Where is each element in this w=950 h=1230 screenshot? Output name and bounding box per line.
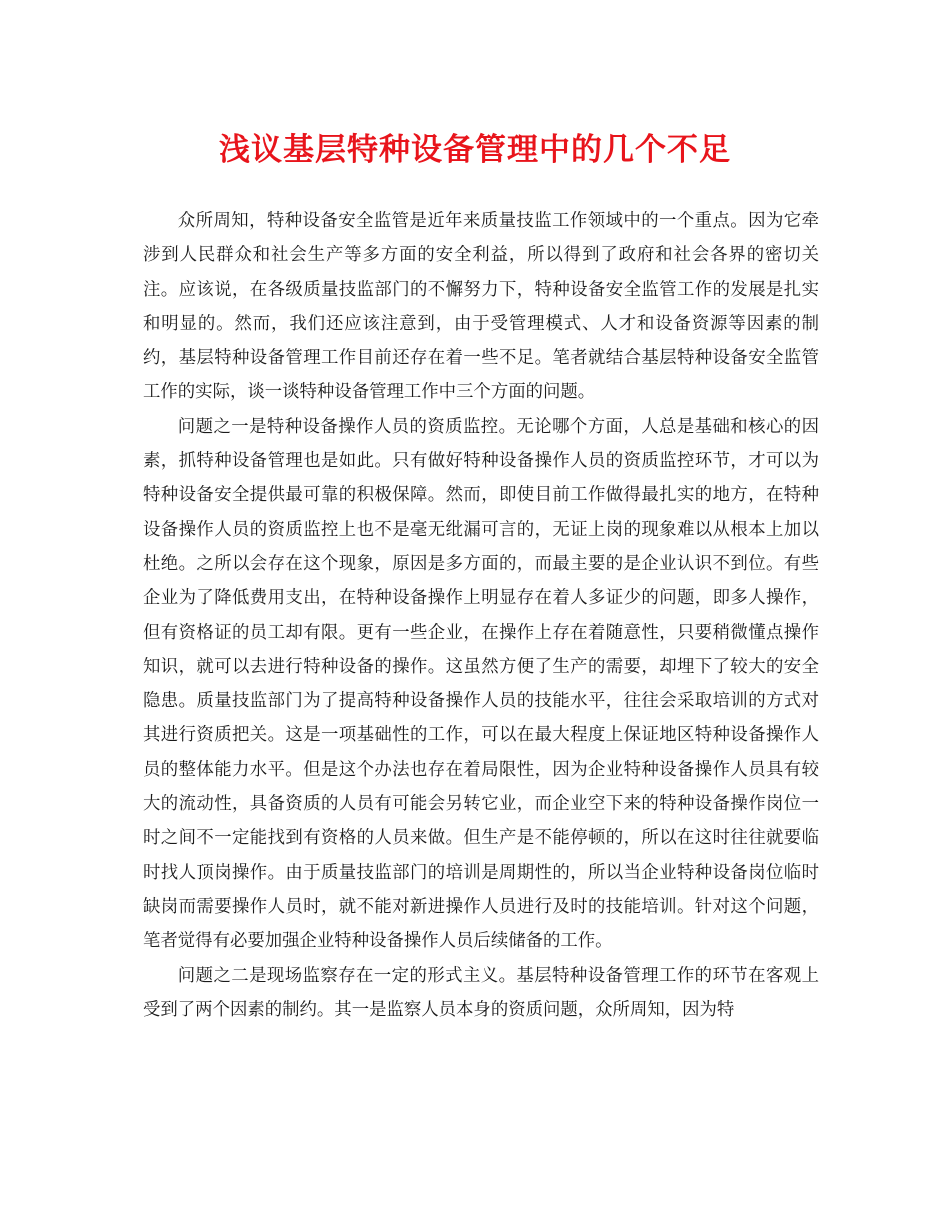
paragraph-problem-one: 问题之一是特种设备操作人员的资质监控。无论哪个方面，人总是基础和核心的因素，抓特种设备管理也是如此。只有做好特种设备操作人员的资质监控环节，才可以为特种设备安全提供最可靠的积极保障。然而，即使目前工作做得最扎实的地方，在特种设备操作人员的资质监控上也不是毫无纰漏可言的，无证上岗的现象难以从根本上加以杜绝。之所以会存在这个现象，原因是多方面的，而最主要的是企业认识不到位。有些企业为了降低费用支出，在特种设备操作上明显存在着人多证少的问题，即多人操作，但有资格证的员工却有限。更有一些企业，在操作上存在着随意性，只要稍微懂点操作知识，就可以去进行特种设备的操作。这虽然方便了生产的需要，却埋下了较大的安全隐患。质量技监部门为了提高特种设备操作人员的技能水平，往往会采取培训的方式对其进行资质把关。这是一项基础性的工作，可以在最大程度上保证地区特种设备操作人员的整体能力水平。但是这个办法也存在着局限性，因为企业特种设备操作人员具有较大的流动性，具备资质的人员有可能会另转它业，而企业空下来的特种设备操作岗位一时之间不一定能找到有资格的人员来做。但生产是不能停顿的，所以在这时往往就要临时找人顶岗操作。由于质量技监部门的培训是周期性的，所以当企业特种设备岗位临时缺岗而需要操作人员时，就不能对新进操作人员进行及时的技能培训。针对这个问题，笔者觉得有必要加强企业特种设备操作人员后续储备的工作。 <box>143 416 819 952</box>
paragraph-problem-two: 问题之二是现场监察存在一定的形式主义。基层特种设备管理工作的环节在客观上受到了两个因素的制约。其一是监察人员本身的资质问题，众所周知，因为特 <box>143 965 819 1020</box>
document-body <box>143 204 819 1027</box>
document-title: 浅议基层特种设备管理中的几个不足 <box>219 132 731 168</box>
paragraph-intro: 众所周知，特种设备安全监管是近年来质量技监工作领域中的一个重点。因为它牵涉到人民群众和社会生产等多方面的安全利益，所以得到了政府和社会各界的密切关注。应该说，在各级质量技监部门的不懈努力下，特种设备安全监管工作的发展是扎实和明显的。然而，我们还应该注意到，由于受管理模式、人才和设备资源等因素的制约，基层特种设备管理工作目前还存在着一些不足。笔者就结合基层特种设备安全监管工作的实际，谈一谈特种设备管理工作中三个方面的问题。 <box>143 211 819 403</box>
